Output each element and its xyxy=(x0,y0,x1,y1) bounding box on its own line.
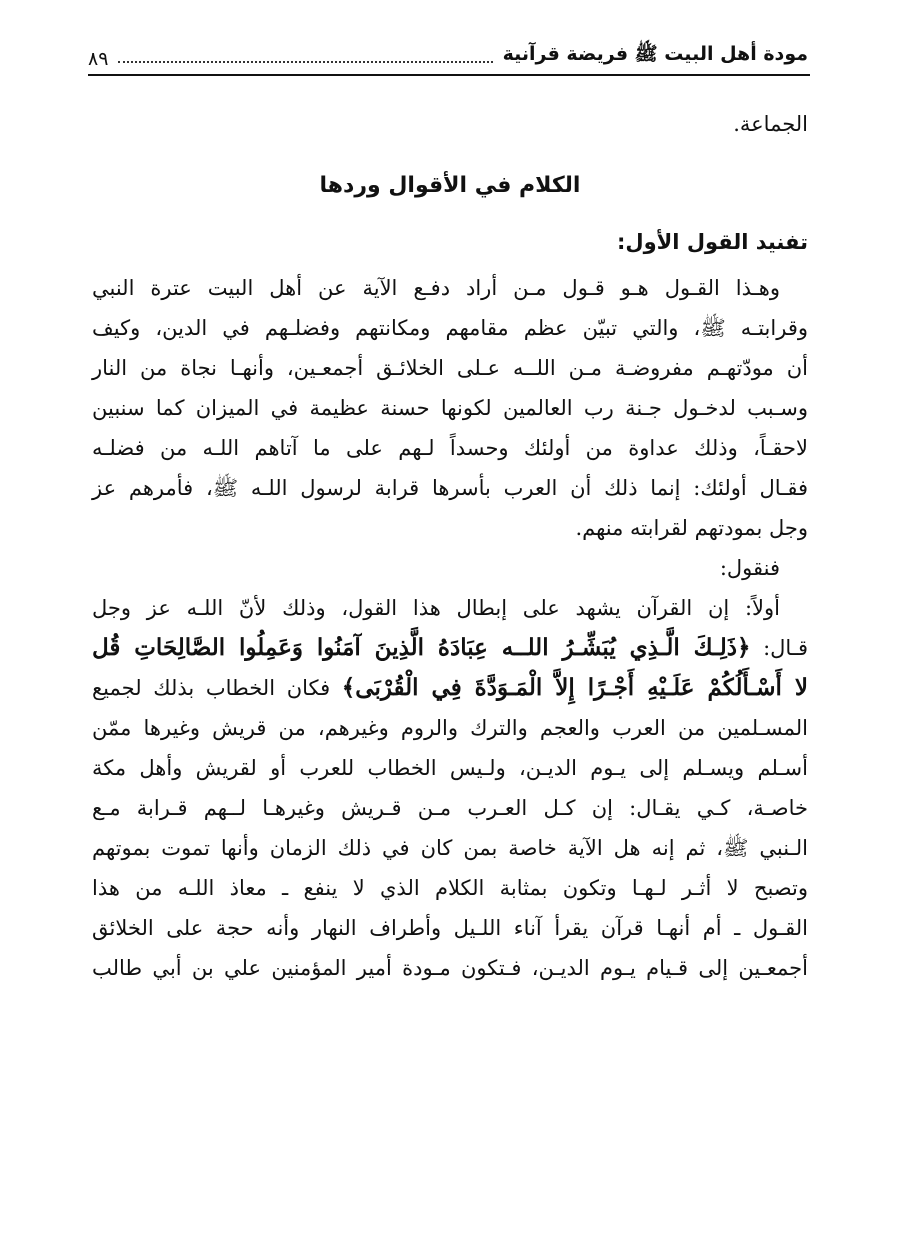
running-header xyxy=(88,30,808,70)
subheading: تفنيد القول الأول: xyxy=(617,230,808,254)
text-line: أسـلم ويسـلم إلى يـوم الديـن، ولـيس الخطاب للعرب أو لقريش وأهل مكة xyxy=(92,756,808,780)
text-line xyxy=(92,668,808,708)
header-dot-leader xyxy=(118,61,492,63)
quran-verse: ﴿ذَلِـكَ الَّـذِي يُبَشِّـرُ اللــه عِبَادَهُ الَّذِينَ آمَنُوا وَعَمِلُوا الصَّالِحَاتِ قُل xyxy=(92,634,751,661)
text-line xyxy=(92,628,808,668)
text-line: أجمعـين إلى قـيام يـوم الديـن، فـتكون مـودة أمير المؤمنين علي بن أبي طالب xyxy=(92,956,808,980)
section-heading: الكلام في الأقوال وردها xyxy=(319,173,581,198)
quran-verse: لا أَسْـأَلُكُمْ عَلَـيْهِ أَجْـرًا إِلاَّ الْمَـوَدَّةَ فِي الْقُرْبَى﴾ xyxy=(341,674,808,701)
text-line: وهـذا القـول هـو قـول مـن أراد دفـع الآية عن أهل البيت عترة النبي xyxy=(92,276,780,300)
text-line: فقـال أولئك: إنما ذلك أن العرب بأسرها قرابة لرسول اللـه ﷺ، فأمرهم عز xyxy=(92,476,808,500)
text-line: وسـبب لدخـول جـنة رب العالمين لكونها حسنة عظيمة في الميزان كما سنبين xyxy=(92,396,808,420)
paragraph-1 xyxy=(92,268,808,548)
header-rule xyxy=(88,74,810,76)
text-line: وجل بمودتهم لقرابته منهم. xyxy=(575,516,808,540)
text-line: الـنبي ﷺ، ثم إنه هل الآية خاصة بمن كان في ذلك الزمان وأنها تموت بموتهم xyxy=(92,836,808,860)
page-body xyxy=(92,104,808,988)
text-line: وتصبح لا أثـر لـهـا وتكون بمثابة الكلام الذي لا ينفع ـ معاذ اللـه من هذا xyxy=(92,876,808,900)
paragraph-end: الجماعة. xyxy=(733,112,808,136)
text-line: وقرابتـه ﷺ، والتي تبيّن عظم مقامهم ومكانتهم وفضلـهم في الدين، وكيف xyxy=(92,316,808,340)
text-line: لاحقـاً، وذلك عداوة من أولئك وحسداً لـهم على ما آتاهم اللـه من فضلـه xyxy=(92,436,808,460)
page-number: ٨٩ xyxy=(88,48,109,70)
text-line: أن مودّتهـم مفروضـة مـن اللــه عـلى الخلائـق أجمعـين، وأنهـا نجاة من النار xyxy=(92,356,808,380)
header-title: مودة أهل البيت ﷺ فريضة قرآنية xyxy=(502,43,808,65)
paragraph-3 xyxy=(92,588,808,988)
text-line: المسـلمين من العرب والعجم والترك والروم وغيرهم، من قريش وغيرها ممّن xyxy=(92,716,808,740)
text-fragment: فكان الخطاب بذلك لجميع xyxy=(92,676,342,700)
text-fragment: قـال: xyxy=(750,636,808,660)
text-line: خاصـة، كـي يقـال: إن كـل العـرب مـن قـريش وغيرهـا لــهم قـرابة مـع xyxy=(92,796,808,820)
text-line: أولاً: إن القرآن يشهد على إبطال هذا القول، وذلك لأنّ اللـه عز وجل xyxy=(92,596,780,620)
text-line: القـول ـ أم أنهـا قرآن يقرأ آناء اللـيل وأطراف النهار وأنه حجة على الخلائق xyxy=(92,916,808,940)
paragraph-2: فنقول: xyxy=(719,556,780,580)
